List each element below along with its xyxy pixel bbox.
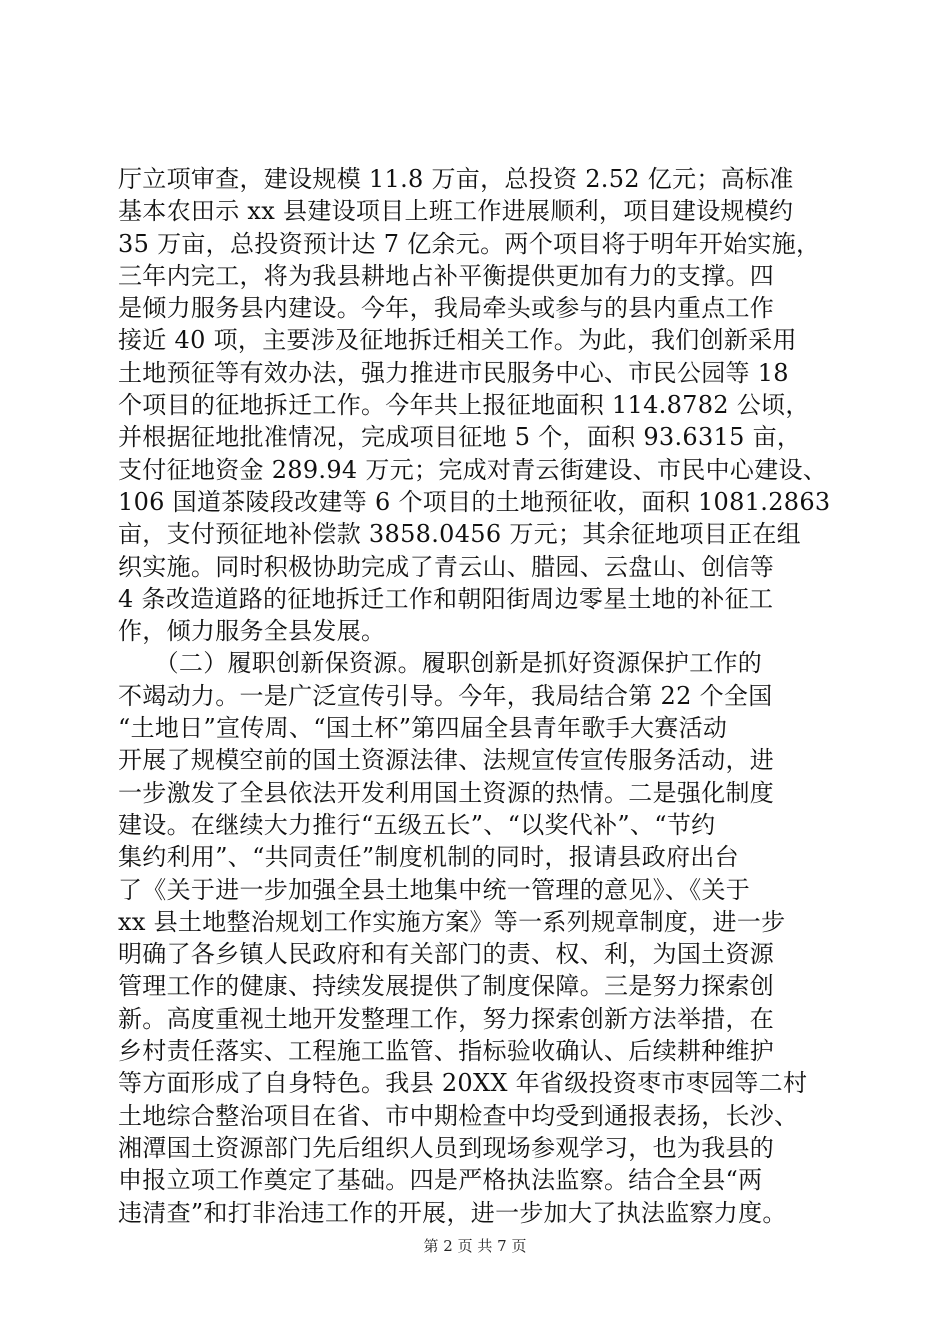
text-line: 开展了规模空前的国土资源法律、法规宣传宣传服务活动，进 [118,746,775,775]
text-line: 织实施。同时积极协助完成了青云山、腊园、云盘山、创信等 [118,552,775,581]
text-line: 土地预征等有效办法，强力推进市民服务中心、市民公园等 18 [118,358,789,387]
text-line: 新。高度重视土地开发整理工作，努力探索创新方法举措，在 [118,1004,775,1033]
text-line: 明确了各乡镇人民政府和有关部门的责、权、利，为国土资源 [118,940,775,969]
text-line: 是倾力服务县内建设。今年，我局牵头或参与的县内重点工作 [118,294,775,323]
text-line: 106 国道茶陵段改建等 6 个项目的土地预征收，面积 1081.2863 [118,487,831,516]
text-line: 乡村责任落实、工程施工监管、指标验收确认、后续耕种维护 [118,1037,775,1066]
text-line: 35 万亩，总投资预计达 7 亿余元。两个项目将于明年开始实施， [118,229,821,258]
text-line: 个项目的征地拆迁工作。今年共上报征地面积 114.8782 公顷， [118,391,810,420]
page-number: 第 2 页 共 7 页 [423,1237,527,1255]
text-line: 等方面形成了自身特色。我县 20XX 年省级投资枣市枣园等二村 [118,1069,808,1098]
text-line: 土地综合整治项目在省、市中期检查中均受到通报表扬，长沙、 [118,1101,799,1130]
text-line: （二）履职创新保资源。履职创新是抓好资源保护工作的 [118,649,763,678]
text-line: 建设。在继续大力推行“五级五长”、“以奖代补”、“节约 [118,810,716,839]
text-line: 接近 40 项，主要涉及征地拆迁相关工作。为此，我们创新采用 [118,326,797,355]
text-line: “土地日”宣传周、“国土杯”第四届全县青年歌手大赛活动 [118,714,728,743]
text-line: 了《关于进一步加强全县土地集中统一管理的意见》、《关于 [118,875,751,904]
text-line: 集约利用”、“共同责任”制度机制的同时，报请县政府出台 [118,843,739,872]
text-line: 一步激发了全县依法开发利用国土资源的热情。二是强化制度 [118,778,775,807]
text-line: 支付征地资金 289.94 万元；完成对青云街建设、市民中心建设、 [118,455,828,484]
text-line: 亩，支付预征地补偿款 3858.0456 万元；其余征地项目正在组 [118,520,801,549]
text-line: 湘潭国土资源部门先后组织人员到现场参观学习，也为我县的 [118,1133,775,1162]
text-line: 作，倾力服务全县发展。 [118,617,386,646]
text-line: 三年内完工，将为我县耕地占补平衡提供更加有力的支撑。四 [118,261,775,290]
text-line: 基本农田示 xx 县建设项目上班工作进展顺利，项目建设规模约 [118,197,794,226]
text-line: 并根据征地批准情况，完成项目征地 5 个，面积 93.6315 亩， [118,423,802,452]
text-line: 不竭动力。一是广泛宣传引导。今年，我局结合第 22 个全国 [118,681,773,710]
page-footer [0,1236,950,1256]
text-line: 厅立项审查，建设规模 11.8 万亩，总投资 2.52 亿元；高标准 [118,165,794,193]
text-line: 违清查”和打非治违工作的开展，进一步加大了执法监察力度。 [118,1198,787,1227]
text-line: 4 条改造道路的征地拆迁工作和朝阳街周边零星土地的补征工 [118,584,774,613]
text-line: 管理工作的健康、持续发展提供了制度保障。三是努力探索创 [118,972,775,1001]
body-text [118,163,848,1229]
text-line: 申报立项工作奠定了基础。四是严格执法监察。结合全县“两 [118,1166,763,1195]
text-line: xx 县土地整治规划工作实施方案》等一系列规章制度，进一步 [118,907,786,936]
